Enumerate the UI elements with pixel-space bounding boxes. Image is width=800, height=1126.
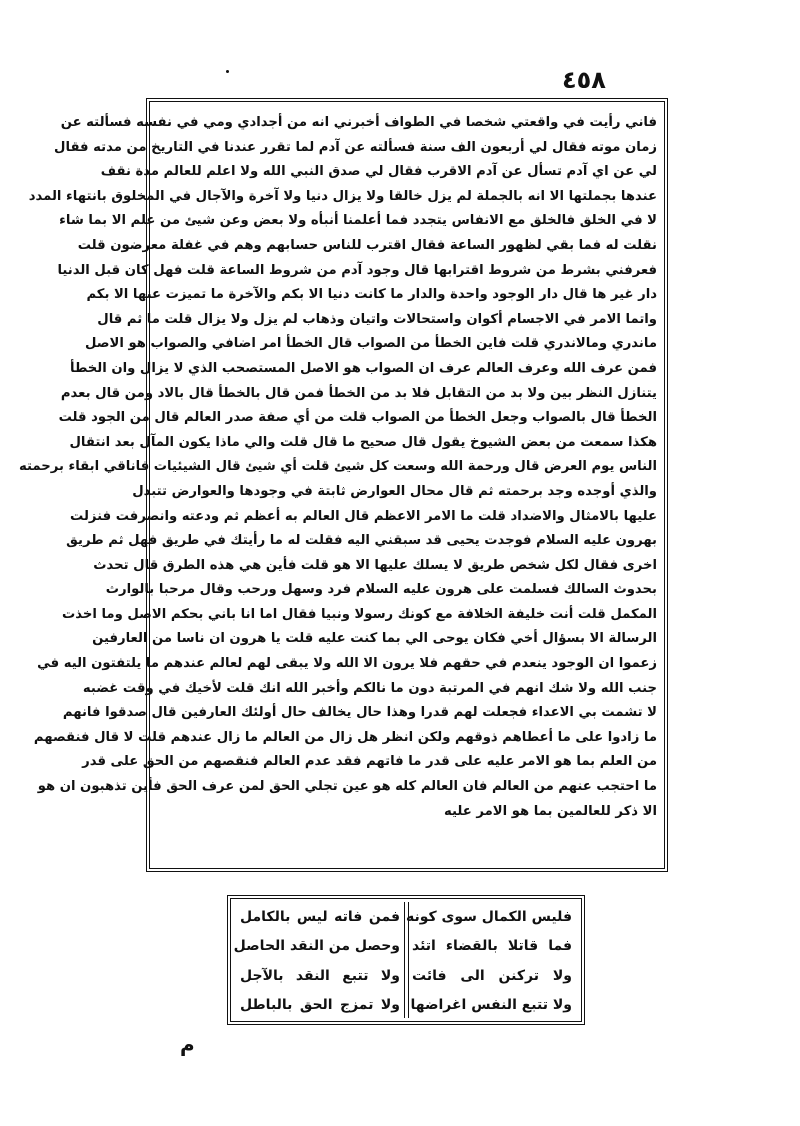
text-line: فاني رأيت في واقعتي شخصا في الطواف أخبرني انه من أجدادي ومي في نفسه فسألته عن bbox=[60, 115, 657, 130]
poem-line: ولا تمزج الحق بالباطل bbox=[240, 996, 400, 1013]
poem-right-hemistichs bbox=[405, 904, 572, 1018]
decorative-dot bbox=[226, 70, 229, 73]
poem-line: فما قاتلا بالقضاء اتئد bbox=[412, 938, 572, 955]
text-line: الرسالة الا بسؤال أخي فكان يوحى الي بما كنت عليه قلت يا هرون ان ناسا من العارفين bbox=[92, 631, 657, 647]
text-line: زعموا ان الوجود ينعدم في حقهم فلا يرون الا الله ولا يبقى لهم لعالم عندهم ما يلتفتون اليه في bbox=[37, 656, 657, 672]
text-line: ماندري ومالاندري قلت فاين الخطأ من الصواب قال الخطأ امر اضافي والصواب هو الاصل bbox=[85, 336, 657, 352]
text-line: فعرفني بشرط من شروط اقترابها قال وجود آدم من شروط الساعة قلت فهل كان قبل الدنيا bbox=[57, 262, 657, 278]
text-line: عندها بجملتها الا انه بالجملة لم يزل خالقا ولا يزال دنيا ولا آخرة والآجال في المخلوق بانتهاء المدد bbox=[28, 188, 657, 204]
text-line: هكذا سمعت من بعض الشيوخ يقول قال صحيح ما قال قلت والي ماذا يكون المآل بعد انتقال bbox=[69, 434, 657, 450]
body-text bbox=[19, 111, 657, 863]
text-line: الا ذكر للعالمين بما هو الامر عليه bbox=[444, 803, 657, 819]
text-line: عليها بالامثال والاضداد قلت ما الامر الاعظم قال العالم به أعظم ثم ودعته وانصرفت فنزلت bbox=[70, 508, 657, 524]
text-line: فمن عرف الله وعرف العالم عرف ان الصواب هو الاصل المستصحب الذي لا يزال وان الخطأ bbox=[70, 360, 657, 376]
text-line: المكمل قلت أنت خليفة الخلافة مع كونك رسولا ونبيا فقال اما انا باني بحكم الاصل وما اخذت bbox=[61, 606, 657, 622]
text-line: بحدوث السالك فسلمت على هرون عليه السلام فرد وسهل ورحب وقال مرحبا بالوارث bbox=[105, 582, 657, 598]
text-line: دار غير ها قال دار الوجود واحدة والدار ما كانت دنيا الا بكم والآخرة ما تميزت عنها الا بكم bbox=[86, 287, 657, 303]
poem-line: ولا تركنن الى فائت bbox=[412, 967, 572, 984]
poem-line: فليس الكمال سوى كونه bbox=[405, 909, 572, 925]
text-line: نقلت له فما بقي لظهور الساعة فقال اقترب للناس حسابهم وهم في غفلة معرضون قلت bbox=[77, 237, 657, 253]
text-line: ما زادوا على ما أعطاهم ذوقهم ولكن انظر هل زال من العالم ما زال عندهم قلت لا قال فنقصهم bbox=[33, 729, 657, 745]
text-frame bbox=[19, 98, 668, 872]
text-line: لا تشمت بي الاعداء فجعلت لهم قدرا وهذا حال يخالف حال أولئك العارفين قال صدقوا فانهم bbox=[62, 705, 657, 721]
text-line: لي عن اي آدم تسأل عن آدم الاقرب فقال لي صدق النبي الله ولا اعلم للعالم مدة نقف bbox=[100, 164, 657, 180]
text-line: بهرون عليه السلام فوجدت يحيى قد سبقني اليه فقلت له ما رأيتك في طريق فهل ثم طريق bbox=[66, 533, 657, 549]
text-line: لا في الخلق فالخلق مع الانفاس يتجدد فما أعلمنا أنبأه ولا بعض وعن شيئ من علم الا بما شاء bbox=[59, 213, 657, 229]
text-line: زمان موته فقال لي أربعون الف سنة فسألته عن آدم لما تقرر عندنا في التاريخ من مدته فقال bbox=[54, 139, 657, 155]
poem-line: ولا تتبع النفس اغراضها bbox=[410, 996, 572, 1013]
poem-line: وحصل من النقد الحاصل bbox=[233, 938, 400, 955]
poem-line: ولا تتبع النقد بالآجل bbox=[240, 967, 400, 984]
poem-line: فمن فاته ليس بالكامل bbox=[240, 909, 400, 925]
text-line: ما احتجب عنهم من العالم فان العالم كله هو عين تجلي الحق لمن عرف الحق فأين تذهبون ان هو bbox=[37, 779, 657, 795]
text-line: الخطأ قال بالصواب وجعل الخطأ من الصواب قلت من أي صفة صدر العالم قال من الجود قلت bbox=[58, 410, 657, 426]
text-line: يتنازل النظر بين ولا بد من التقابل فلا بد من الخطأ فمن قال بالخطأ قال بالاد ومن قال بعدم bbox=[60, 385, 657, 401]
text-line: الناس يوم العرض قال ورحمة الله وسعت كل شيئ قلت أي شيئ قال الشيئيات فاناقي ابقاء برحمته bbox=[19, 459, 657, 475]
page-number: ٤٥٨ bbox=[562, 66, 606, 94]
text-line: والذي أوجده وجد برحمته ثم قال محال العوارض ثابتة في وجودها والعوارض تتبدل bbox=[132, 483, 657, 499]
footer-mark: م bbox=[180, 1032, 195, 1056]
poem-left-hemistichs bbox=[233, 904, 400, 1018]
text-line: اخرى فقال لكل شخص طريق لا يسلك عليها الا هو قلت فأين هي هذه الطرق قال تحدث bbox=[93, 557, 657, 573]
text-line: واتما الامر في الاجسام أكوان واستحالات واتيان وذهاب لم يزل ولا يزال قلت ما ثم قال bbox=[97, 311, 657, 327]
poem-box bbox=[227, 895, 585, 1025]
text-line: جنب الله ولا شك انهم في المرتبة دون ما نالكم وأخبر الله انك قلت لأخيك في وقت غضبه bbox=[82, 680, 657, 696]
text-line: من العلم بما هو الامر عليه على قدر ما فاتهم فقد عدم العالم فنقصهم من الحق على قدر bbox=[82, 754, 657, 770]
